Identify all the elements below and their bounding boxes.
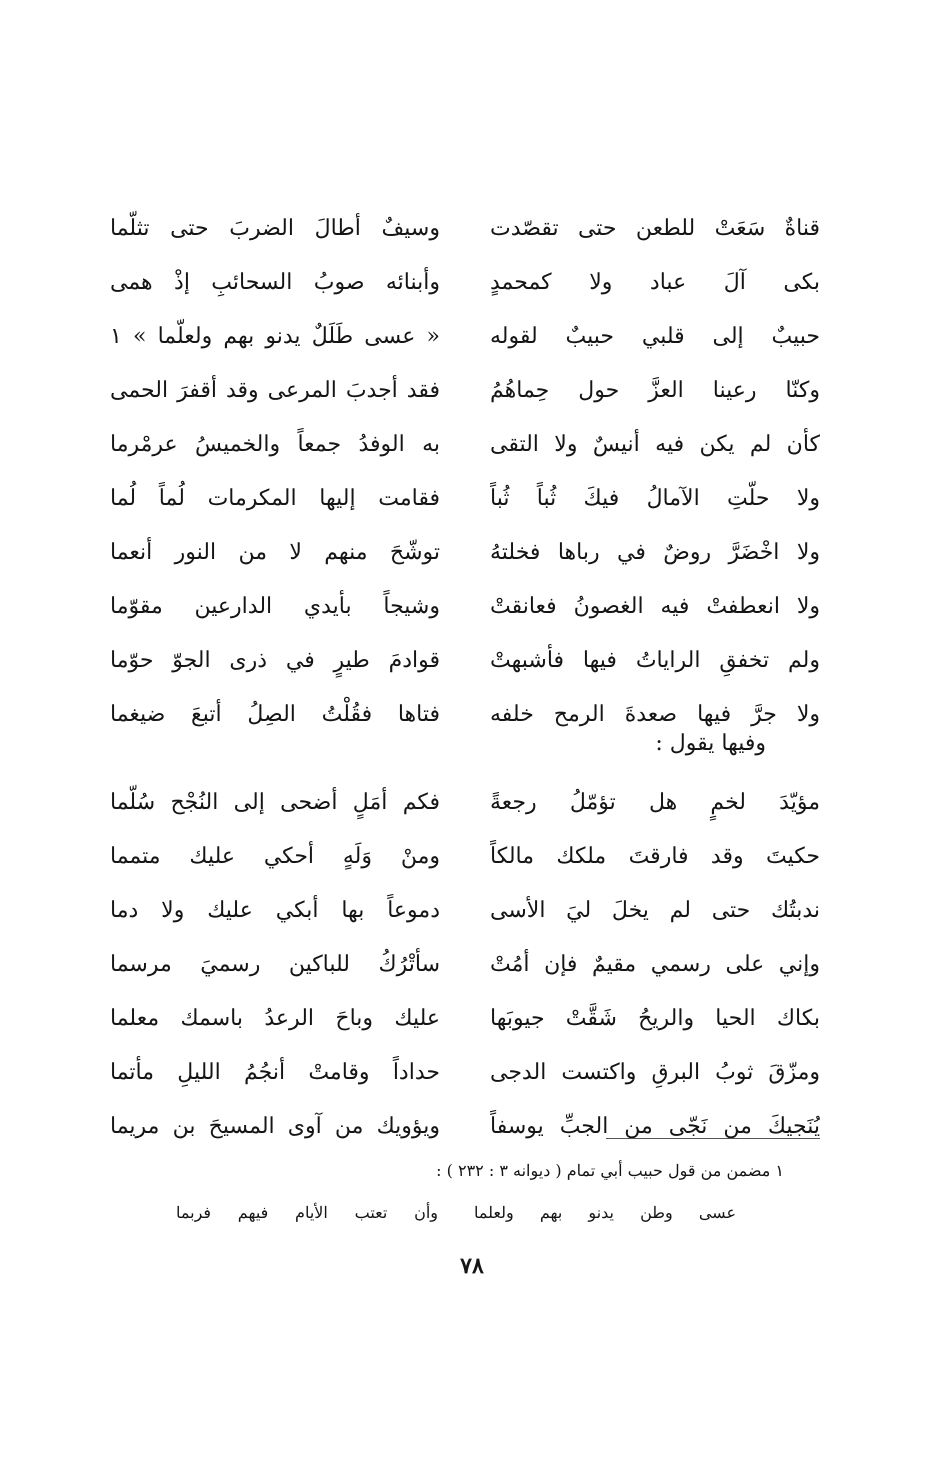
first-hemistich: وكنّا رعينا العزَّ حول حِماهُمُ [490,378,820,403]
second-hemistich: به الوفدُ جمعاً والخميسُ عرمْرما [110,432,440,457]
verse-line [110,310,820,364]
verse-line [110,830,820,884]
first-hemistich: حكيتَ وقد فارقتَ ملكك مالكاً [490,844,820,869]
footnote-divider [606,1138,820,1139]
second-hemistich: فكم أمَلٍ أضحى إلى النُجْح سُلّما [110,790,440,815]
first-hemistich: ومزّقَ ثوبُ البرقِ واكتست الدجى [490,1060,820,1085]
verse-line [110,580,820,634]
page-number: ٧٨ [460,1253,484,1279]
first-hemistich: ولا انعطفتْ فيه الغصونُ فعانقتْ [490,594,820,619]
second-hemistich: « عسى طَلَلٌ يدنو بهم ولعلّما » ١ [110,324,440,349]
second-hemistich: سأتْرُكُ للباكين رسميَ مرسما [110,952,440,977]
first-hemistich: ولا حلّتِ الآمالُ فيكَ ثُباً ثُباً [490,486,820,511]
verse-line [110,884,820,938]
section-intro: وفيها يقول : [655,731,766,756]
first-hemistich: ولا جرَّ فيها صعدةَ الرمح خلفه [490,702,820,727]
poem-stanza-2 [110,776,820,1154]
second-hemistich: دموعاً بها أبكي عليك ولا دما [110,898,440,923]
verse-line [110,938,820,992]
first-hemistich: يُنَجيكَ من نَجّى من الجبِّ يوسفاً [490,1114,820,1139]
footnote-verse [176,1198,736,1228]
second-hemistich: وسيفٌ أطالَ الضربَ حتى تثلّما [110,216,440,241]
verse-line [110,364,820,418]
verse-line [110,256,820,310]
first-hemistich: كأن لم يكن فيه أنيسٌ ولا التقى [490,432,820,457]
second-hemistich: عليك وباحَ الرعدُ باسمك معلما [110,1006,440,1031]
footnote-first-hemistich: عسى وطن يدنو بهم ولعلما [474,1203,736,1222]
first-hemistich: حبيبٌ إلى قلبي حبيبٌ لقوله [490,324,820,349]
first-hemistich: وإني على رسمي مقيمٌ فإن أمُتْ [490,952,820,977]
verse-line [110,1046,820,1100]
second-hemistich: وأبنائه صوبُ السحائبِ إذْ همى [110,270,440,295]
first-hemistich: بكى آلَ عباد ولا كمحمدٍ [490,270,820,295]
second-hemistich: فتاها فقُلْتُ الصِلُ أتبعَ ضيغما [110,702,440,727]
second-hemistich: ويؤويك من آوى المسيحَ بن مريما [110,1114,440,1139]
verse-line [110,526,820,580]
second-hemistich: توشّحَ منهم لا من النور أنعما [110,540,440,565]
first-hemistich: ولم تخفقِ الراياتُ فيها فأشبهتْ [490,648,820,673]
second-hemistich: فقامت إليها المكرمات لُماً لُما [110,486,440,511]
footnote-text: ١ مضمن من قول حبيب أبي تمام ( ديوانه ٣ : ٢٣٢ ) : [436,1161,784,1180]
first-hemistich: بكاك الحيا والريحُ شَقَّتْ جيوبَها [490,1006,820,1031]
verse-line [110,776,820,830]
verse-line [110,418,820,472]
first-hemistich: قناةٌ سَعَتْ للطعن حتى تقصّدت [490,216,820,241]
poem-stanza-1 [110,202,820,742]
second-hemistich: حداداً وقامتْ أنجُمُ الليلِ مأتما [110,1060,440,1085]
verse-line [110,472,820,526]
verse-line [110,634,820,688]
second-hemistich: وشيجاً بأيدي الدارعين مقوّما [110,594,440,619]
second-hemistich: فقد أجدبَ المرعى وقد أقفرَ الحمى [110,378,440,403]
verse-line [110,992,820,1046]
second-hemistich: قوادمَ طيرٍ في ذرى الجوّ حوّما [110,648,440,673]
first-hemistich: مؤيّدَ لخمٍ هل تؤمّلُ رجعةً [490,790,820,815]
second-hemistich: ومنْ وَلَهٍ أحكي عليك متمما [110,844,440,869]
verse-line [110,202,820,256]
footnote-second-hemistich: وأن تعتب الأيام فيهم فربما [176,1203,438,1222]
verse-line [110,1100,820,1154]
first-hemistich: ندبتُك حتى لم يخلَ ليَ الأسى [490,898,820,923]
first-hemistich: ولا اخْضَرَّ روضٌ في رباها فخلتهُ [490,540,820,565]
